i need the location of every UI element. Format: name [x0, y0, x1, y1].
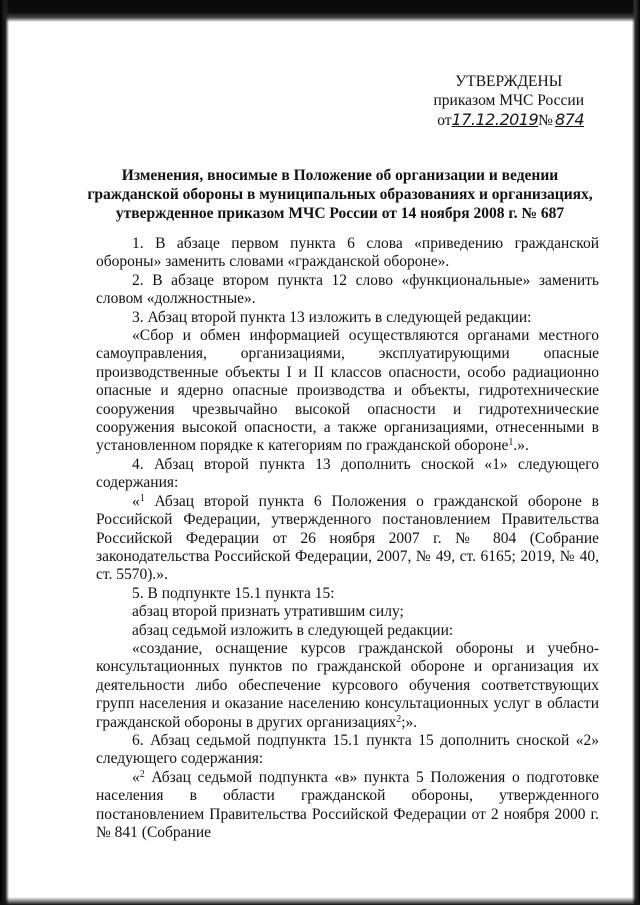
paragraph: 6. Абзац седьмой подпункта 15.1 пункта 15 дополнить сноской «2» следующего содержания: [96, 731, 599, 768]
approval-stamp [434, 72, 584, 130]
handwritten-date: 17.12.2019 [451, 110, 539, 129]
paragraph: 4. Абзац второй пункта 13 дополнить сноской «1» следующего содержания: [96, 455, 599, 492]
paragraph: «$^2$ Абзац седьмой подпункта «в» пункта 5 Положения о подготовке населения в области гражданской обороны, утвержденного постановлением Правительства Российской Федерации от 2 ноября 2000 г. № 841 (Собрание [96, 768, 599, 841]
paragraph: 1. В абзаце первом пункта 6 слова «приведению гражданской обороны» заменить словами «гражданской обороне». [96, 235, 599, 271]
approval-from-label: от [437, 112, 452, 129]
approval-dateline [434, 110, 584, 130]
paragraph: абзац седьмой изложить в следующей редакции: [132, 621, 454, 639]
paragraph: «Сбор и обмен информацией осуществляются органами местного самоуправления, организациями, эксплуатирующими опасные производственные объекты I и II классов опасности, особо радиационно опасные и ядерно опасные производства и объекты, гидротехнические сооружения чрезвычайно высокой опасности и гидротехнические сооружения высокой опасности, а также организациями, отнесенными в установленном порядке к категориям по гражданской обороне$^1$.». [96, 327, 599, 455]
handwritten-order-number: 874 [554, 110, 584, 129]
footnote-ref: 2 [396, 713, 402, 725]
paragraph: 2. В абзаце втором пункта 12 слово «функциональные» заменить словом «должностные». [96, 271, 599, 308]
paragraph: «создание, оснащение курсов гражданской обороны и учебно-консультационных пунктов по гражданской обороне и организация их деятельности либо обеспечение курсового обучения соответствующих групп населения и оказание населению консультационных услуг в области гражданской обороны в других организациях$^2$;». [96, 639, 599, 731]
scan-edge-bottom [0, 897, 640, 905]
paragraph: «$^1$ Абзац второй пункта 6 Положения о гражданской обороне в Российской Федерации, утвержденного постановлением Правительства Российской Федерации от 26 ноября 2007 г. № 804 (Собрание законодательства Российской Федерации, 2007, № 49, ст. 6165; 2019, № 40, ст. 5570).». [96, 492, 599, 584]
footnote-ref: 1 [508, 437, 514, 449]
paragraph: 5. В подпункте 15.1 пункта 15: [132, 584, 335, 602]
paragraph: абзац второй признать утратившим силу; [132, 603, 404, 621]
approval-authority: приказом МЧС России [433, 92, 584, 109]
document-title: Изменения, вносимые в Положение об организации и ведении гражданской обороны в муниципальных образованиях и организациях, утвержденное приказом МЧС России от 14 ноября 2008 г. № 687 [87, 167, 593, 222]
scan-edge-top [0, 0, 640, 22]
approval-heading: УТВЕРЖДЕНЫ [455, 73, 563, 90]
footnote-marker: 2 [139, 768, 145, 780]
footnote-marker: 1 [139, 492, 145, 504]
paragraph: 3. Абзац второй пункта 13 изложить в следующей редакции: [132, 308, 532, 326]
scan-edge-left [0, 0, 9, 905]
approval-number-sign: № [538, 112, 553, 129]
scan-edge-right [632, 0, 640, 905]
document-body [96, 235, 599, 842]
